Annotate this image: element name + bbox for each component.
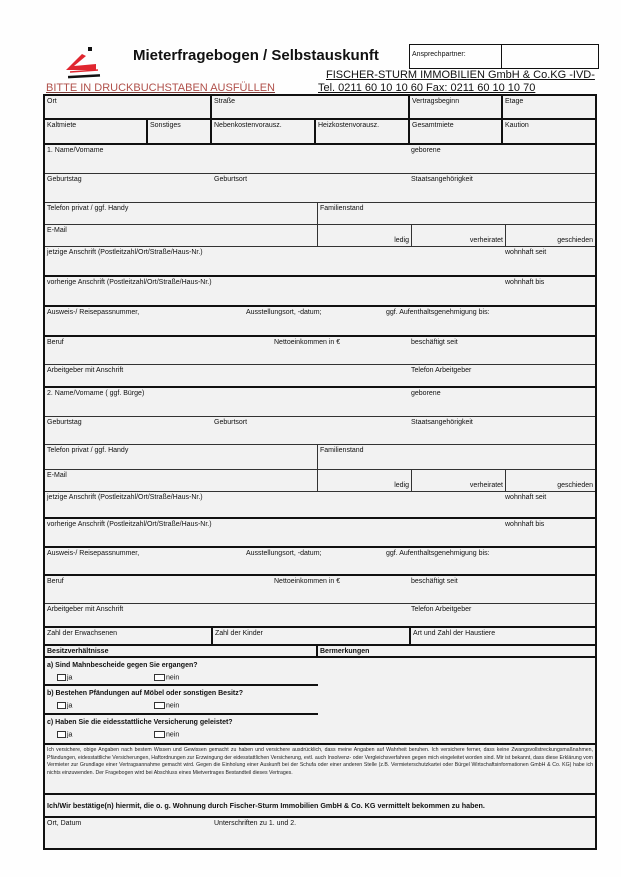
question-b-no[interactable]: nein [154,702,179,709]
option-label: geschieden [557,482,593,489]
p2-name-row[interactable] [45,388,595,417]
p2-geburtstag-label: Geburtstag [47,419,82,426]
household-row [45,628,595,646]
option-label: geschieden [557,237,593,244]
p1-ausweis-label: Ausweis-/ Reisepassnummer, [47,309,140,316]
p2-id-row[interactable] [45,548,595,576]
field-label: Straße [214,98,236,105]
ownership-questions [45,658,318,743]
p2-ledig-option[interactable] [318,470,412,491]
ownership-body-row [45,658,595,745]
p1-id-row[interactable] [45,307,595,337]
field-erwachsene[interactable] [45,628,213,644]
remarks-heading: Bermerkungen [320,648,370,655]
p1-telefon-field[interactable] [45,203,318,224]
disclaimer-text: Ich versichere, obige Angaben nach bestem Wissen und Gewissen gemacht zu haben und versichere ausdrücklich, dass meine Angaben auf Wahrheit beruhen. Ich versichere ferner, dass keine Zwangsvollstreckungsmaßnahmen, Pfändungen, eidesstattliche Versicherungen, Haftordnungen zur Erzwingung der eidesstattlichen Versicherung, evtl. auch Insolvenz- oder Vergleichsverfahren gegen mich eingeleitet worden sind. Mir ist bekannt, dass diese Erklärung vom Vermieter zur Grundlage einer Vertragsannahme gemacht wird. Gegen die Einholung einer Auskunft bei der Schufa oder einer anderen Stelle (z.B. Vermieterschutzkartei oder Bürgel Wirtschaftsinformationen GmbH & Co. KG) habe ich nichts einzuwenden. Der Fragebogen wird bei Abschluss eines Mietvertrages Bestandteil dieses Vertrages. [47,747,593,776]
checkbox-icon[interactable] [154,674,165,681]
p1-previous-address-row[interactable] [45,277,595,307]
p1-vorherige-anschrift-label: vorherige Anschrift (Postleitzahl/Ort/Straße/Haus-Nr.) [47,279,212,286]
field-nebenkosten[interactable] [212,120,316,143]
p2-verheiratet-option[interactable] [412,470,506,491]
field-label: Telefon privat / ggf. Handy [47,447,129,454]
p2-phone-row [45,445,595,470]
p1-email-row [45,225,595,247]
p2-netto-label: Nettoeinkommen in € [274,578,341,585]
field-label: Familienstand [320,205,364,212]
question-text: c) Haben Sie die eidesstattliche Versicherung geleistet? [47,719,233,726]
ownership-header-row [45,646,595,658]
contact-person-field[interactable] [502,45,598,68]
field-kaution[interactable] [503,120,595,143]
field-label: E-Mail [47,227,67,234]
question-b [45,686,318,715]
option-label: verheiratet [469,482,503,489]
p2-previous-address-row[interactable] [45,519,595,548]
field-gesamtmiete[interactable] [410,120,503,143]
p2-beruf-label: Beruf [47,578,64,585]
question-c-yes[interactable]: ja [57,731,72,738]
question-a [45,658,318,686]
p1-job-row[interactable] [45,337,595,365]
checkbox-icon[interactable] [57,674,66,681]
field-label: Nebenkostenvorausz. [214,122,282,129]
checkbox-icon[interactable] [57,702,66,709]
option-label: ledig [394,482,409,489]
field-label: Familienstand [320,447,364,454]
contact-person-box [409,44,599,69]
p1-familienstand-field [318,203,595,224]
p1-geburtsort-label: Geburtsort [214,176,248,183]
p1-current-address-row[interactable] [45,247,595,277]
p1-phone-row [45,203,595,225]
field-kaltmiete[interactable] [45,120,148,143]
p2-geborene-label: geborene [411,390,441,397]
unterschriften-label: Unterschriften zu 1. und 2. [214,820,297,827]
field-label: E-Mail [47,472,67,479]
field-kinder[interactable] [213,628,411,644]
question-text: a) Sind Mahnbescheide gegen Sie ergangen? [47,662,198,669]
field-label: Zahl der Kinder [215,630,263,637]
contact-person-label: Ansprechpartner: [410,45,502,68]
field-label: Ort [47,98,57,105]
field-strasse[interactable] [212,96,410,118]
field-label: Kaution [505,122,529,129]
p1-staatsangehoerigkeit-label: Staatsangehörigkeit [411,176,473,183]
question-a-yes[interactable]: ja [57,674,72,681]
p2-job-row[interactable] [45,576,595,604]
field-label: Telefon privat / ggf. Handy [47,205,129,212]
checkbox-icon[interactable] [154,731,165,738]
p2-geburtsort-label: Geburtsort [214,419,248,426]
question-c [45,715,318,743]
field-heizkosten[interactable] [316,120,410,143]
instruction-text: BITTE IN DRUCKBUCHSTABEN AUSFÜLLEN [46,82,276,94]
p1-ausstellungsort-label: Ausstellungsort, -datum; [246,309,322,316]
p1-name-label: 1. Name/Vorname [47,147,104,154]
confirmation-text: Ich/Wir bestätige(n) hiermit, die o. g. Wohnung durch Fischer-Sturm Immobilien GmbH & Co. KG vermittelt bekommen zu haben. [47,801,485,810]
ownership-heading: Besitzverhältnisse [45,646,318,656]
p1-verheiratet-option[interactable] [412,225,506,246]
p2-arbeitgeber-label: Arbeitgeber mit Anschrift [47,606,124,613]
property-row-location [45,96,595,120]
p2-geschieden-option[interactable] [506,470,595,491]
p2-birth-row[interactable] [45,417,595,445]
p2-jetzige-anschrift-label: jetzige Anschrift (Postleitzahl/Ort/Straße/Haus-Nr.) [47,494,203,501]
question-c-no[interactable]: nein [154,731,179,738]
remarks-field[interactable] [318,658,595,743]
question-text: b) Bestehen Pfändungen auf Möbel oder sonstigen Besitz? [47,690,244,697]
question-b-yes[interactable]: ja [57,702,72,709]
p1-telefon-arbeitgeber-label: Telefon Arbeitgeber [411,367,472,374]
p1-employer-row[interactable] [45,365,595,388]
company-logo-icon [62,44,106,80]
p2-familienstand-field [318,445,595,469]
p2-wohnhaft-seit-label: wohnhaft seit [505,494,547,501]
field-haustiere[interactable] [411,628,595,644]
p2-email-field[interactable] [45,470,318,491]
p2-name-label: 2. Name/Vorname ( ggf. Bürge) [47,390,145,397]
page-title: Mieterfragebogen / Selbstauskunft [133,47,379,64]
p2-staatsangehoerigkeit-label: Staatsangehörigkeit [411,419,473,426]
field-label: Art und Zahl der Haustiere [413,630,496,637]
p2-ausweis-label: Ausweis-/ Reisepassnummer, [47,550,140,557]
field-label: Gesamtmiete [412,122,454,129]
checkbox-icon[interactable] [57,731,66,738]
p1-wohnhaft-bis-label: wohnhaft bis [505,279,545,286]
field-label: Heizkostenvorausz. [318,122,380,129]
field-sonstiges[interactable] [148,120,212,143]
confirmation-row [45,795,595,818]
p1-netto-label: Nettoeinkommen in € [274,339,341,346]
p2-wohnhaft-bis-label: wohnhaft bis [505,521,545,528]
p1-geschieden-option[interactable] [506,225,595,246]
disclaimer-row [45,745,595,795]
p1-jetzige-anschrift-label: jetzige Anschrift (Postleitzahl/Ort/Straße/Haus-Nr.) [47,249,203,256]
p2-employer-row[interactable] [45,604,595,628]
p1-birth-row[interactable] [45,174,595,203]
p2-current-address-row[interactable] [45,492,595,519]
p2-aufenthalt-label: ggf. Aufenthaltsgenehmigung bis: [386,550,490,557]
field-vertragsbeginn[interactable] [410,96,503,118]
questionnaire-form [43,94,597,850]
option-label: verheiratet [469,237,503,244]
p1-wohnhaft-seit-label: wohnhaft seit [505,249,547,256]
field-label: Kaltmiete [47,122,77,129]
p2-telefon-arbeitgeber-label: Telefon Arbeitgeber [411,606,472,613]
p1-beschaeftigt-label: beschäftigt seit [411,339,458,346]
field-label: Sonstiges [150,122,181,129]
field-label: Etage [505,98,524,105]
p1-ledig-option[interactable] [318,225,412,246]
signature-row[interactable] [45,818,595,848]
p1-arbeitgeber-label: Arbeitgeber mit Anschrift [47,367,124,374]
field-ort[interactable] [45,96,212,118]
question-a-no[interactable]: nein [154,674,179,681]
p2-vorherige-anschrift-label: vorherige Anschrift (Postleitzahl/Ort/Straße/Haus-Nr.) [47,521,212,528]
p2-email-row [45,470,595,492]
p2-ausstellungsort-label: Ausstellungsort, -datum; [246,550,322,557]
p2-beschaeftigt-label: beschäftigt seit [411,578,458,585]
p1-geburtstag-label: Geburtstag [47,176,82,183]
field-label: Vertragsbeginn [412,98,460,105]
p1-beruf-label: Beruf [47,339,64,346]
checkbox-icon[interactable] [154,702,165,709]
option-label: ledig [394,237,409,244]
p1-email-field[interactable] [45,225,318,246]
field-label: Zahl der Erwachsenen [47,630,118,637]
company-phone: Tel. 0211 60 10 10 60 Fax: 0211 60 10 10 70 [318,82,536,94]
property-row-costs [45,120,595,145]
p1-aufenthalt-label: ggf. Aufenthaltsgenehmigung bis: [386,309,490,316]
p2-telefon-field[interactable] [45,445,318,469]
field-etage[interactable] [503,96,595,118]
ort-datum-label: Ort, Datum [47,820,82,827]
company-name: FISCHER-STURM IMMOBILIEN GmbH & Co.KG -IVD- [326,69,595,81]
p1-geborene-label: geborene [411,147,441,154]
p1-name-row[interactable] [45,145,595,174]
